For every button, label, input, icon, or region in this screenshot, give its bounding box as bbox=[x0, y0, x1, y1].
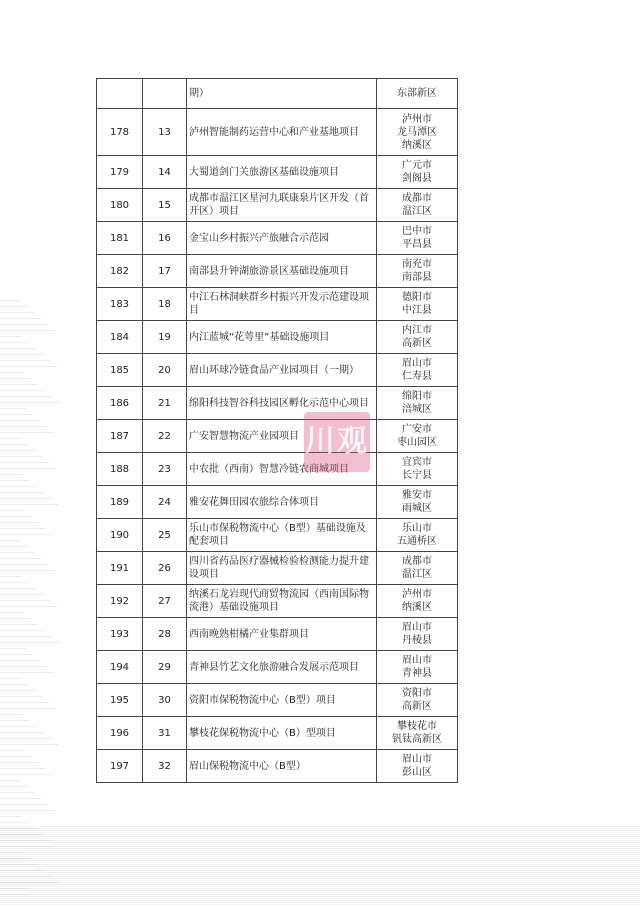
scan-noise-line bbox=[0, 894, 640, 895]
table-row bbox=[97, 486, 458, 519]
region-line: 温江区 bbox=[402, 206, 432, 217]
table-row bbox=[97, 109, 458, 156]
project-name-cell: 中江石林洞峡群乡村振兴开发示范建设项目 bbox=[187, 288, 377, 321]
project-name-cell: 绵阳科技智谷科技园区孵化示范中心项目 bbox=[187, 387, 377, 420]
edge-noise-line bbox=[0, 786, 27, 787]
row-number-cell: 181 bbox=[97, 222, 143, 255]
sub-number-cell: 30 bbox=[143, 684, 187, 717]
region-line: 仁寿县 bbox=[402, 371, 432, 382]
edge-noise-line bbox=[0, 300, 20, 301]
region-line: 龙马潭区 bbox=[397, 126, 437, 138]
edge-noise-line bbox=[0, 618, 31, 619]
edge-noise-line bbox=[0, 678, 21, 679]
edge-noise-line bbox=[0, 738, 51, 739]
row-number-cell: 178 bbox=[97, 109, 143, 156]
edge-noise-line bbox=[0, 696, 42, 697]
edge-noise-line bbox=[0, 342, 29, 343]
edge-noise-line bbox=[0, 324, 48, 325]
edge-noise-line bbox=[0, 372, 24, 373]
edge-noise-line bbox=[0, 720, 30, 721]
edge-noise-line bbox=[0, 576, 22, 577]
region-line: 高新区 bbox=[402, 701, 432, 712]
edge-noise-line bbox=[0, 474, 23, 475]
table-row bbox=[97, 255, 458, 288]
sub-number-cell: 28 bbox=[143, 618, 187, 651]
region-cell bbox=[377, 750, 458, 783]
edge-noise-line bbox=[0, 564, 48, 565]
scan-noise-line bbox=[0, 878, 640, 879]
edge-noise-line bbox=[0, 318, 41, 319]
scan-edge-noise bbox=[0, 300, 60, 905]
region-line: 眉山市 bbox=[402, 754, 432, 765]
edge-noise-line bbox=[0, 744, 58, 745]
table-row bbox=[97, 717, 458, 750]
scan-noise-line bbox=[0, 886, 640, 887]
row-number-cell: 187 bbox=[97, 420, 143, 453]
scan-noise-line bbox=[0, 902, 640, 903]
row-number-cell: 193 bbox=[97, 618, 143, 651]
edge-noise-line bbox=[0, 702, 49, 703]
region-line: 雅安市 bbox=[402, 490, 432, 501]
sub-number-cell: 20 bbox=[143, 354, 187, 387]
edge-noise-line bbox=[0, 360, 50, 361]
row-number-cell: 188 bbox=[97, 453, 143, 486]
edge-noise-line bbox=[0, 402, 59, 403]
row-number-cell: 179 bbox=[97, 156, 143, 189]
region-line: 五通桥区 bbox=[397, 536, 437, 547]
region-line: 高新区 bbox=[402, 338, 432, 349]
region-line: 南充市 bbox=[402, 259, 432, 270]
edge-noise-line bbox=[0, 306, 27, 307]
scan-noise-line bbox=[0, 896, 640, 897]
edge-noise-line bbox=[0, 348, 36, 349]
project-name-cell: 大蜀道剑门关旅游区基础设施项目 bbox=[187, 156, 377, 189]
project-name-cell: 期） bbox=[187, 79, 377, 109]
sub-number-cell: 24 bbox=[143, 486, 187, 519]
edge-noise-line bbox=[0, 522, 39, 523]
sub-number-cell: 23 bbox=[143, 453, 187, 486]
sub-number-cell: 21 bbox=[143, 387, 187, 420]
scan-noise-line bbox=[0, 888, 640, 889]
edge-noise-line bbox=[0, 312, 34, 313]
scan-noise-line bbox=[0, 868, 640, 869]
region-cell bbox=[377, 387, 458, 420]
scan-noise-line bbox=[0, 838, 640, 839]
scan-noise-line bbox=[0, 884, 640, 885]
row-number-cell: 184 bbox=[97, 321, 143, 354]
region-cell bbox=[377, 684, 458, 717]
scan-noise-line bbox=[0, 834, 640, 835]
scan-noise-line bbox=[0, 876, 640, 877]
region-line: 剑阁县 bbox=[402, 173, 432, 184]
project-name-cell: 广安智慧物流产业园项目 bbox=[187, 420, 377, 453]
edge-noise-line bbox=[0, 528, 46, 529]
project-name-cell: 纳溪石龙岩现代商贸物流园（西南国际物流港）基础设施项目 bbox=[187, 585, 377, 618]
region-line: 纳溪区 bbox=[402, 139, 432, 151]
row-number-cell: 185 bbox=[97, 354, 143, 387]
edge-noise-line bbox=[0, 654, 33, 655]
sub-number-cell: 15 bbox=[143, 189, 187, 222]
sub-number-cell: 25 bbox=[143, 519, 187, 552]
edge-noise-line bbox=[0, 534, 53, 535]
sub-number-cell: 16 bbox=[143, 222, 187, 255]
region-cell bbox=[377, 255, 458, 288]
region-line: 南部县 bbox=[402, 272, 432, 283]
edge-noise-line bbox=[0, 366, 57, 367]
project-name-cell: 中农批（西南）智慧冷链农商城项目 bbox=[187, 453, 377, 486]
edge-noise-line bbox=[0, 456, 42, 457]
sub-number-cell: 26 bbox=[143, 552, 187, 585]
edge-noise-line bbox=[0, 768, 46, 769]
region-cell bbox=[377, 618, 458, 651]
edge-noise-line bbox=[0, 390, 45, 391]
edge-noise-line bbox=[0, 636, 52, 637]
region-line: 资阳市 bbox=[402, 688, 432, 699]
scan-noise-line bbox=[0, 852, 640, 853]
region-line: 泸州市 bbox=[402, 113, 432, 125]
edge-noise-line bbox=[0, 330, 55, 331]
region-cell bbox=[377, 486, 458, 519]
edge-noise-line bbox=[0, 438, 21, 439]
region-line: 钒钛高新区 bbox=[392, 734, 442, 745]
scan-noise-line bbox=[0, 854, 640, 855]
project-name-cell: 泸州智能制药运营中心和产业基地项目 bbox=[187, 109, 377, 156]
sub-number-cell bbox=[143, 79, 187, 109]
scan-noise-line bbox=[0, 880, 640, 881]
scan-noise-line bbox=[0, 830, 640, 831]
region-line: 青神县 bbox=[402, 668, 432, 679]
table-row bbox=[97, 321, 458, 354]
edge-noise-line bbox=[0, 684, 28, 685]
scan-noise-line bbox=[0, 832, 640, 833]
scan-noise-line bbox=[0, 900, 640, 901]
edge-noise-line bbox=[0, 480, 30, 481]
table-row bbox=[97, 156, 458, 189]
region-cell bbox=[377, 288, 458, 321]
edge-noise-line bbox=[0, 762, 39, 763]
scan-noise-line bbox=[0, 874, 640, 875]
row-number-cell: 197 bbox=[97, 750, 143, 783]
region-cell bbox=[377, 156, 458, 189]
edge-noise-line bbox=[0, 660, 40, 661]
edge-noise-line bbox=[0, 408, 26, 409]
sub-number-cell: 31 bbox=[143, 717, 187, 750]
table-row bbox=[97, 684, 458, 717]
region-cell bbox=[377, 222, 458, 255]
edge-noise-line bbox=[0, 756, 32, 757]
project-name-cell: 金宝山乡村振兴产旅融合示范园 bbox=[187, 222, 377, 255]
edge-noise-line bbox=[0, 450, 35, 451]
project-table bbox=[96, 78, 458, 783]
scan-noise-line bbox=[0, 890, 640, 891]
edge-noise-line bbox=[0, 504, 58, 505]
edge-noise-line bbox=[0, 336, 22, 337]
project-name-cell: 青神县竹艺文化旅游融合发展示范项目 bbox=[187, 651, 377, 684]
region-cell bbox=[377, 717, 458, 750]
edge-noise-line bbox=[0, 612, 24, 613]
project-name-cell: 乐山市保税物流中心（B型）基础设施及配套项目 bbox=[187, 519, 377, 552]
edge-noise-line bbox=[0, 582, 29, 583]
edge-noise-line bbox=[0, 414, 33, 415]
region-line: 巴中市 bbox=[402, 226, 432, 237]
edge-noise-line bbox=[0, 396, 52, 397]
edge-noise-line bbox=[0, 732, 44, 733]
region-line: 眉山市 bbox=[402, 358, 432, 369]
project-name-cell: 西南晚熟柑橘产业集群项目 bbox=[187, 618, 377, 651]
project-name-cell: 成都市温江区星河九联康泉片区开发（首开区）项目 bbox=[187, 189, 377, 222]
region-line: 平昌县 bbox=[402, 239, 432, 250]
sub-number-cell: 14 bbox=[143, 156, 187, 189]
table-row bbox=[97, 651, 458, 684]
region-cell bbox=[377, 321, 458, 354]
edge-noise-line bbox=[0, 804, 48, 805]
edge-noise-line bbox=[0, 690, 35, 691]
scan-noise-line bbox=[0, 860, 640, 861]
scan-noise-line bbox=[0, 872, 640, 873]
row-number-cell bbox=[97, 79, 143, 109]
sub-number-cell: 27 bbox=[143, 585, 187, 618]
scan-noise-line bbox=[0, 870, 640, 871]
scan-noise-line bbox=[0, 898, 640, 899]
region-line: 温江区 bbox=[402, 569, 432, 580]
row-number-cell: 196 bbox=[97, 717, 143, 750]
table-row bbox=[97, 585, 458, 618]
edge-noise-line bbox=[0, 708, 56, 709]
edge-noise-line bbox=[0, 714, 23, 715]
edge-noise-line bbox=[0, 486, 37, 487]
row-number-cell: 186 bbox=[97, 387, 143, 420]
edge-noise-line bbox=[0, 798, 41, 799]
scan-noise-line bbox=[0, 844, 640, 845]
sub-number-cell: 32 bbox=[143, 750, 187, 783]
edge-noise-line bbox=[0, 822, 29, 823]
project-name-cell: 内江蓝城“花萼里”基础设施项目 bbox=[187, 321, 377, 354]
edge-noise-line bbox=[0, 552, 34, 553]
table-row bbox=[97, 79, 458, 109]
region-cell bbox=[377, 651, 458, 684]
row-number-cell: 190 bbox=[97, 519, 143, 552]
project-name-cell: 雅安花舞田园农旅综合体项目 bbox=[187, 486, 377, 519]
region-line: 丹棱县 bbox=[402, 635, 432, 646]
region-line: 眉山市 bbox=[402, 655, 432, 666]
edge-noise-line bbox=[0, 630, 45, 631]
edge-noise-line bbox=[0, 558, 41, 559]
scan-noise-line bbox=[0, 864, 640, 865]
sub-number-cell: 13 bbox=[143, 109, 187, 156]
region-line: 东部新区 bbox=[397, 88, 437, 99]
region-line: 广元市 bbox=[402, 160, 432, 171]
region-line: 长宁县 bbox=[402, 470, 432, 481]
watermark-text: 川观 bbox=[305, 424, 369, 459]
region-line: 内江市 bbox=[402, 325, 432, 336]
row-number-cell: 189 bbox=[97, 486, 143, 519]
edge-noise-line bbox=[0, 726, 37, 727]
row-number-cell: 195 bbox=[97, 684, 143, 717]
sub-number-cell: 29 bbox=[143, 651, 187, 684]
scan-noise-line bbox=[0, 856, 640, 857]
scan-noise-line bbox=[0, 850, 640, 851]
scan-noise-line bbox=[0, 866, 640, 867]
edge-noise-line bbox=[0, 780, 20, 781]
edge-noise-line bbox=[0, 750, 25, 751]
edge-noise-line bbox=[0, 594, 43, 595]
edge-noise-line bbox=[0, 624, 38, 625]
region-line: 中江县 bbox=[402, 305, 432, 316]
scan-noise-line bbox=[0, 846, 640, 847]
row-number-cell: 180 bbox=[97, 189, 143, 222]
table-row bbox=[97, 453, 458, 486]
table-row bbox=[97, 288, 458, 321]
region-line: 成都市 bbox=[402, 556, 432, 567]
scan-noise-line bbox=[0, 848, 640, 849]
edge-noise-line bbox=[0, 600, 50, 601]
region-line: 宜宾市 bbox=[402, 457, 432, 468]
edge-noise-line bbox=[0, 810, 55, 811]
table-row bbox=[97, 222, 458, 255]
sub-number-cell: 19 bbox=[143, 321, 187, 354]
edge-noise-line bbox=[0, 432, 54, 433]
region-cell bbox=[377, 552, 458, 585]
region-cell bbox=[377, 189, 458, 222]
edge-noise-line bbox=[0, 468, 56, 469]
scan-noise-line bbox=[0, 836, 640, 837]
edge-noise-line bbox=[0, 588, 36, 589]
row-number-cell: 182 bbox=[97, 255, 143, 288]
scan-noise-line bbox=[0, 862, 640, 863]
edge-noise-line bbox=[0, 546, 27, 547]
row-number-cell: 194 bbox=[97, 651, 143, 684]
region-cell bbox=[377, 519, 458, 552]
table-row bbox=[97, 519, 458, 552]
edge-noise-line bbox=[0, 354, 43, 355]
region-line: 乐山市 bbox=[402, 523, 432, 534]
project-name-cell: 眉山环球冷链食品产业园项目（一期） bbox=[187, 354, 377, 387]
edge-noise-line bbox=[0, 792, 34, 793]
region-cell bbox=[377, 420, 458, 453]
scan-noise-line bbox=[0, 826, 640, 827]
region-line: 成都市 bbox=[402, 193, 432, 204]
edge-noise-line bbox=[0, 420, 40, 421]
table-row bbox=[97, 750, 458, 783]
region-line: 眉山市 bbox=[402, 622, 432, 633]
edge-noise-line bbox=[0, 498, 51, 499]
sub-number-cell: 22 bbox=[143, 420, 187, 453]
row-number-cell: 183 bbox=[97, 288, 143, 321]
scan-noise-line bbox=[0, 828, 640, 829]
scan-noise-line bbox=[0, 882, 640, 883]
region-line: 绵阳市 bbox=[402, 391, 432, 402]
scan-noise-line bbox=[0, 842, 640, 843]
edge-noise-line bbox=[0, 570, 55, 571]
edge-noise-line bbox=[0, 426, 47, 427]
edge-noise-line bbox=[0, 816, 22, 817]
scan-noise-line bbox=[0, 892, 640, 893]
region-line: 枣山园区 bbox=[397, 437, 437, 448]
table-row bbox=[97, 354, 458, 387]
region-cell bbox=[377, 585, 458, 618]
region-line: 纳溪区 bbox=[402, 602, 432, 613]
table-row bbox=[97, 552, 458, 585]
region-line: 德阳市 bbox=[402, 292, 432, 303]
project-name-cell: 资阳市保税物流中心（B型）项目 bbox=[187, 684, 377, 717]
edge-noise-line bbox=[0, 774, 53, 775]
edge-noise-line bbox=[0, 378, 31, 379]
region-cell bbox=[377, 453, 458, 486]
project-name-cell: 南部县升钟湖旅游景区基础设施项目 bbox=[187, 255, 377, 288]
table-row bbox=[97, 420, 458, 453]
edge-noise-line bbox=[0, 510, 25, 511]
edge-noise-line bbox=[0, 444, 28, 445]
row-number-cell: 192 bbox=[97, 585, 143, 618]
scan-noise-line bbox=[0, 840, 640, 841]
region-cell bbox=[377, 354, 458, 387]
region-line: 涪城区 bbox=[402, 404, 432, 415]
edge-noise-line bbox=[0, 672, 54, 673]
project-name-cell: 四川省药品医疗器械检验检测能力提升建设项目 bbox=[187, 552, 377, 585]
region-cell bbox=[377, 79, 458, 109]
project-name-cell: 攀枝花保税物流中心（B）型项目 bbox=[187, 717, 377, 750]
edge-noise-line bbox=[0, 462, 49, 463]
edge-noise-line bbox=[0, 606, 57, 607]
scan-noise-line bbox=[0, 858, 640, 859]
region-line: 攀枝花市 bbox=[397, 721, 437, 732]
edge-noise-line bbox=[0, 384, 38, 385]
sub-number-cell: 18 bbox=[143, 288, 187, 321]
row-number-cell: 191 bbox=[97, 552, 143, 585]
region-line: 彭山区 bbox=[402, 767, 432, 778]
edge-noise-line bbox=[0, 540, 20, 541]
sub-number-cell: 17 bbox=[143, 255, 187, 288]
project-name-cell: 眉山保税物流中心（B型） bbox=[187, 750, 377, 783]
table-row bbox=[97, 387, 458, 420]
table-row bbox=[97, 189, 458, 222]
region-line: 泸州市 bbox=[402, 589, 432, 600]
region-line: 雨城区 bbox=[402, 503, 432, 514]
edge-noise-line bbox=[0, 516, 32, 517]
table-row bbox=[97, 618, 458, 651]
edge-noise-line bbox=[0, 648, 26, 649]
edge-noise-line bbox=[0, 642, 59, 643]
region-line: 广安市 bbox=[402, 424, 432, 435]
edge-noise-line bbox=[0, 492, 44, 493]
region-cell bbox=[377, 109, 458, 156]
edge-noise-line bbox=[0, 666, 47, 667]
